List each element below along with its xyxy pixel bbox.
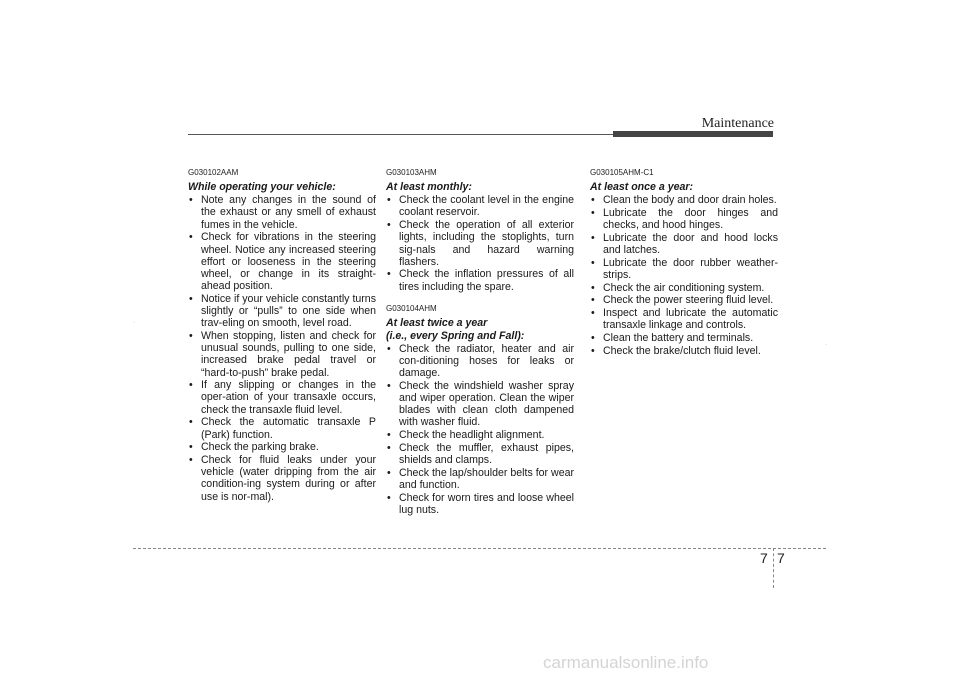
list-item: • Check the inflation pressures of all tires including the spare. <box>386 268 574 292</box>
bullet-list <box>386 343 574 516</box>
list-item: • Inspect and lubricate the automatic transaxle linkage and controls. <box>590 307 778 331</box>
list-item: • Check for worn tires and loose wheel lug nuts. <box>386 492 574 516</box>
list-item: • Check the power steering fluid level. <box>590 294 778 306</box>
header-accent-bar <box>613 131 773 137</box>
list-item: • Check the operation of all exterior lights, including the stoplights, turn sig-nals and hazard warning flashers. <box>386 219 574 268</box>
bullet-list <box>188 194 376 503</box>
watermark: carmanualsonline.info <box>543 653 709 672</box>
heading-line: At least twice a year <box>386 317 488 330</box>
chapter-number: 7 <box>760 550 768 566</box>
section-code: G030105AHM-C1 <box>590 168 654 177</box>
list-item: • Check the lap/shoulder belts for wear and function. <box>386 467 574 491</box>
section-heading: At least monthly: <box>386 181 472 193</box>
list-item: • Check the parking brake. <box>188 441 376 453</box>
list-item: • Check the air conditioning system. <box>590 282 778 294</box>
header-rule <box>188 134 613 135</box>
list-item: • Lubricate the door hinges and checks, and hood hinges. <box>590 207 778 231</box>
list-item: • If any slipping or changes in the oper-ation of your transaxle occurs, check the transaxle fluid level. <box>188 379 376 416</box>
list-item: • Check the windshield washer spray and wiper operation. Clean the wiper blades with clean cloth dampened with washer fluid. <box>386 380 574 429</box>
margin-mark: . <box>133 318 135 325</box>
section-code: G030103AHM <box>386 168 437 177</box>
list-item: • Lubricate the door and hood locks and latches. <box>590 232 778 256</box>
list-item: • Check the headlight alignment. <box>386 429 574 441</box>
list-item: • Clean the body and door drain holes. <box>590 194 778 206</box>
page-number: 7 <box>777 550 785 566</box>
bullet-list <box>386 194 574 293</box>
list-item: • Check the brake/clutch fluid level. <box>590 345 778 357</box>
list-item: • Note any changes in the sound of the exhaust or any smell of exhaust fumes in the vehicle. <box>188 194 376 231</box>
list-item: • Check for vibrations in the steering wheel. Notice any increased steering effort or looseness in the steering wheel, or change in its straight-ahead position. <box>188 231 376 292</box>
footer-rule <box>133 548 826 549</box>
list-item: • Check the coolant level in the engine coolant reservoir. <box>386 194 574 218</box>
footer-divider <box>773 548 774 588</box>
section-heading: While operating your vehicle: <box>188 181 336 193</box>
list-item: • Check the automatic transaxle P (Park) function. <box>188 416 376 440</box>
section-code: G030104AHM <box>386 304 437 314</box>
column-1 <box>188 168 376 503</box>
list-item: • Check for fluid leaks under your vehicle (water dripping from the air condition-ing system during or after use is nor-mal). <box>188 454 376 503</box>
section-heading <box>386 317 574 341</box>
list-item: • Check the muffler, exhaust pipes, shields and clamps. <box>386 442 574 466</box>
list-item: • Lubricate the door rubber weather-strips. <box>590 257 778 281</box>
column-2 <box>386 168 574 517</box>
section-title: Maintenance <box>701 116 774 131</box>
list-item: • When stopping, listen and check for unusual sounds, pulling to one side, increased brake pedal travel or “hard-to-push” brake pedal. <box>188 330 376 379</box>
section-heading: At least once a year: <box>590 181 694 193</box>
column-3 <box>590 168 778 357</box>
list-item: • Clean the battery and terminals. <box>590 332 778 344</box>
bullet-list <box>590 194 778 357</box>
heading-line: (i.e., every Spring and Fall): <box>386 329 525 342</box>
margin-mark: . <box>825 340 827 347</box>
section-code: G030102AAM <box>188 168 239 177</box>
list-item: • Notice if your vehicle constantly turns slightly or “pulls” to one side when trav-eling on smooth, level road. <box>188 293 376 330</box>
list-item: • Check the radiator, heater and air con-ditioning hoses for leaks or damage. <box>386 343 574 380</box>
